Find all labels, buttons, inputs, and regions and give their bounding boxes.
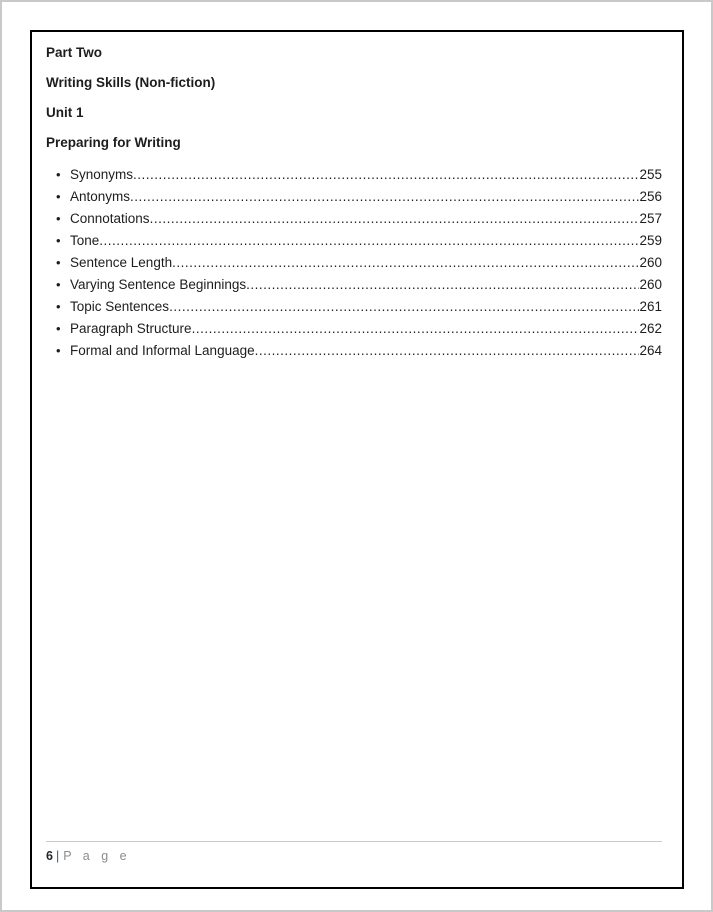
toc-entry-label: Topic Sentences <box>70 299 170 314</box>
toc-entry-label: Connotations <box>70 211 150 226</box>
section-heading: Preparing for Writing <box>46 135 181 150</box>
dot-leader-icon <box>246 274 639 296</box>
footer-divider <box>46 841 662 842</box>
section-heading: Part Two <box>46 45 103 60</box>
bullet-icon: • <box>56 233 61 248</box>
blank-space <box>46 362 662 841</box>
toc-entry[interactable] <box>50 252 662 274</box>
toc-entry[interactable] <box>50 186 662 208</box>
page-footer <box>46 841 662 863</box>
toc-entry[interactable] <box>50 230 662 252</box>
toc-entry-label: Varying Sentence Beginnings <box>70 277 247 292</box>
bullet-icon: • <box>56 343 61 358</box>
toc-entry[interactable] <box>50 164 662 186</box>
toc-entry[interactable] <box>50 274 662 296</box>
toc-entry[interactable] <box>50 296 662 318</box>
toc-entry-page: 264 <box>639 343 662 358</box>
toc-entry-page: 260 <box>639 277 662 292</box>
dot-leader-icon <box>169 296 639 318</box>
bullet-icon: • <box>56 189 61 204</box>
toc-entry[interactable] <box>50 208 662 230</box>
content-border-box <box>30 30 684 889</box>
bullet-icon: • <box>56 299 61 314</box>
section-heading: Writing Skills (Non-fiction) <box>46 75 216 90</box>
bullet-icon: • <box>56 277 61 292</box>
headings-section <box>46 44 662 164</box>
toc-entry-page: 261 <box>639 299 662 314</box>
bullet-icon: • <box>56 255 61 270</box>
toc-entry-label: Sentence Length <box>70 255 173 270</box>
toc-entry-page: 256 <box>639 189 662 204</box>
toc-entry-page: 255 <box>639 167 662 182</box>
toc-entry[interactable] <box>50 318 662 340</box>
toc-entry-label: Tone <box>70 233 100 248</box>
section-heading: Unit 1 <box>46 105 84 120</box>
dot-leader-icon <box>99 230 639 252</box>
dot-leader-icon <box>130 186 639 208</box>
dot-leader-icon <box>150 208 640 230</box>
toc-entry-page: 260 <box>639 255 662 270</box>
toc-entry-page: 259 <box>639 233 662 248</box>
footer-separator: | <box>55 849 60 863</box>
bullet-icon: • <box>56 321 61 336</box>
footer-page-number: 6 <box>46 849 53 863</box>
toc-entry-label: Synonyms <box>70 167 134 182</box>
bullet-icon: • <box>56 167 61 182</box>
toc-entry[interactable] <box>50 340 662 362</box>
toc-entry-label: Paragraph Structure <box>70 321 192 336</box>
dot-leader-icon <box>192 318 640 340</box>
bullet-icon: • <box>56 211 61 226</box>
toc-entry-page: 257 <box>639 211 662 226</box>
dot-leader-icon <box>255 340 640 362</box>
footer-text <box>46 849 662 863</box>
footer-page-label: P a g e <box>63 849 131 863</box>
toc-list <box>46 164 662 362</box>
dot-leader-icon <box>133 164 639 186</box>
toc-entry-page: 262 <box>639 321 662 336</box>
toc-entry-label: Antonyms <box>70 189 131 204</box>
dot-leader-icon <box>172 252 639 274</box>
toc-entry-label: Formal and Informal Language <box>70 343 255 358</box>
